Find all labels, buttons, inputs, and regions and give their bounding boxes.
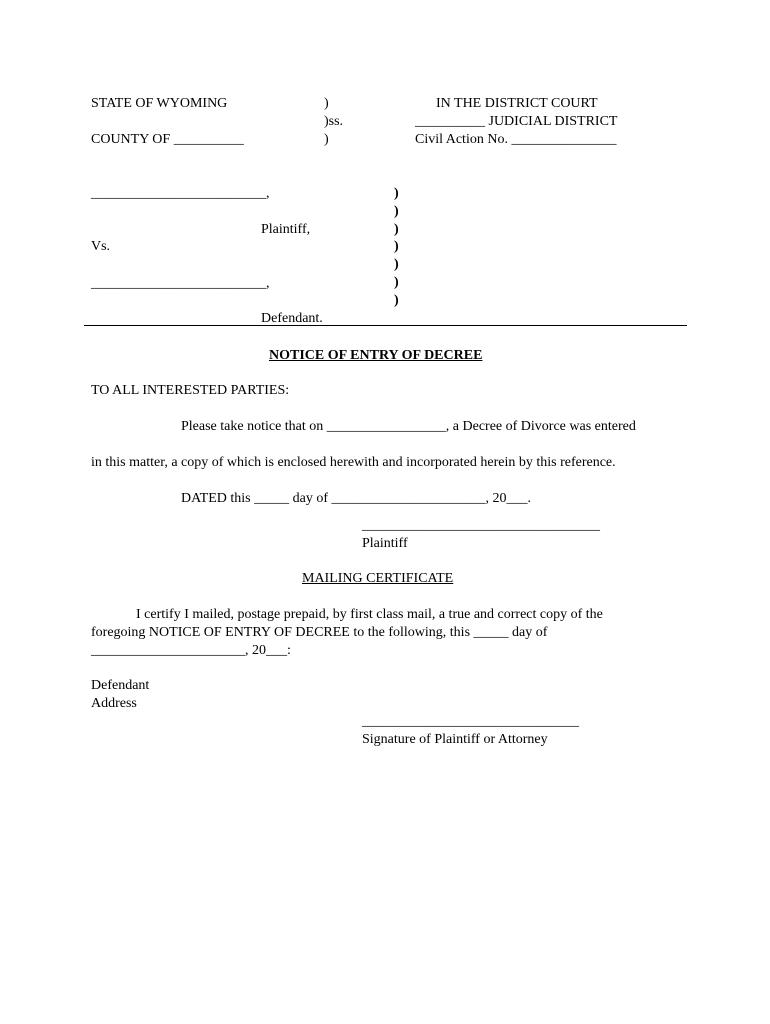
plaintiff-name-blank: _________________________,: [91, 186, 270, 201]
county-label: COUNTY OF __________: [91, 132, 244, 147]
notice-line-2: in this matter, a copy of which is enclosed herewith and incorporated herein by this reference.: [91, 455, 616, 470]
mailing-certificate-title: MAILING CERTIFICATE: [302, 571, 454, 586]
attorney-signature-line: _______________________________: [362, 714, 579, 729]
ss-paren-2: )ss.: [324, 114, 344, 129]
certificate-line-3: ______________________, 20___:: [91, 643, 291, 658]
certificate-line-2: foregoing NOTICE OF ENTRY OF DECREE to the following, this _____ day of: [91, 625, 548, 640]
certificate-line-1: I certify I mailed, postage prepaid, by first class mail, a true and correct copy of the: [136, 607, 603, 622]
court-name: IN THE DISTRICT COURT: [436, 96, 598, 111]
versus-label: Vs.: [91, 239, 111, 254]
defendant-name-blank: _________________________,: [91, 276, 270, 291]
caption-paren: ): [394, 222, 399, 237]
defendant-label: Defendant.: [261, 311, 323, 326]
plaintiff-signature-label: Plaintiff: [362, 536, 408, 551]
recipient-address: Address: [91, 696, 137, 711]
caption-paren: ): [394, 204, 399, 219]
attorney-signature-label: Signature of Plaintiff or Attorney: [362, 732, 548, 747]
state-label: STATE OF WYOMING: [91, 96, 228, 111]
salutation: TO ALL INTERESTED PARTIES:: [91, 383, 290, 398]
plaintiff-signature-line: __________________________________: [362, 518, 600, 533]
ss-paren-3: ): [324, 132, 329, 147]
notice-title: NOTICE OF ENTRY OF DECREE: [269, 348, 483, 363]
caption-paren: ): [394, 186, 399, 201]
caption-paren: ): [394, 293, 399, 308]
caption-paren: ): [394, 275, 399, 290]
civil-action-number: Civil Action No. _______________: [415, 132, 617, 147]
judicial-district: __________ JUDICIAL DISTRICT: [415, 114, 618, 129]
notice-line-1: Please take notice that on _________________, a Decree of Divorce was entered: [181, 419, 636, 434]
plaintiff-label: Plaintiff,: [261, 222, 311, 237]
dated-line: DATED this _____ day of ______________________, 20___.: [181, 491, 531, 506]
caption-paren: ): [394, 257, 399, 272]
recipient-name: Defendant: [91, 678, 150, 693]
caption-divider: [84, 325, 687, 326]
caption-paren: ): [394, 239, 399, 254]
ss-paren-1: ): [324, 96, 329, 111]
